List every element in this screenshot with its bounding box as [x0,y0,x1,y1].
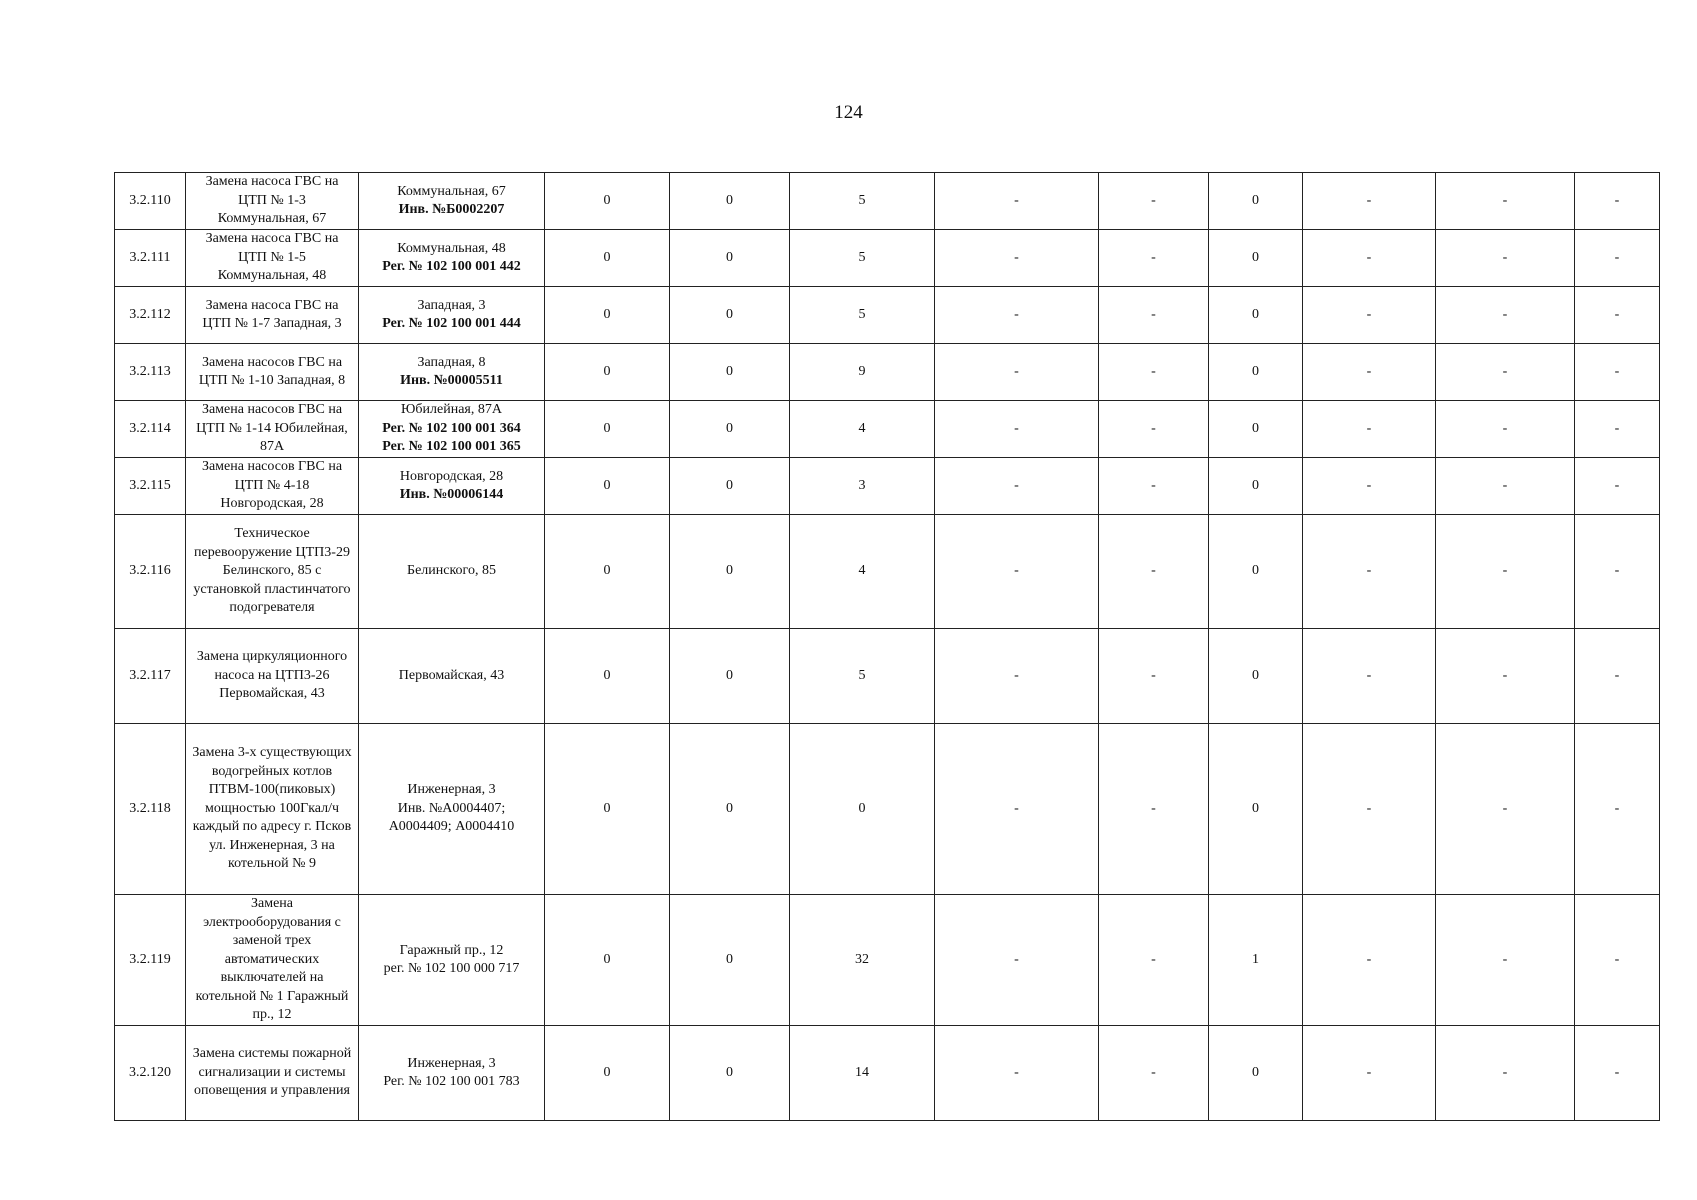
value-cell: - [1575,724,1660,895]
value-cell: - [1575,1026,1660,1121]
value-cell: 0 [1209,401,1303,458]
value-cell: - [1303,629,1436,724]
value-cell: 0 [1209,458,1303,515]
value-cell: - [1575,515,1660,629]
registration-number: Рег. № 102 100 001 783 [383,1074,520,1089]
work-description: Техническое перевооружение ЦТП3-29 Белинского, 85 с установкой пластинчатого подогревателя [186,515,359,629]
registration-number-extra: А0004409; А0004410 [388,819,515,835]
value-cell: 0 [790,724,935,895]
row-number: 3.2.114 [115,401,186,458]
value-cell: 0 [1209,724,1303,895]
value-cell: - [1303,173,1436,230]
value-cell: 0 [545,344,670,401]
registration-number: Инв. №А0004407; [397,800,506,816]
value-cell: - [1575,629,1660,724]
value-cell: - [1303,895,1436,1026]
row-number: 3.2.116 [115,515,186,629]
table-row [115,230,1660,287]
value-cell: 4 [790,401,935,458]
value-cell: 0 [1209,515,1303,629]
registration-number: Рег. № 102 100 001 444 [382,316,521,331]
value-cell: 0 [670,173,790,230]
value-cell: - [1575,458,1660,515]
value-cell: - [1099,230,1209,287]
object-address [359,515,545,629]
row-number: 3.2.118 [115,724,186,895]
object-address [359,401,545,458]
value-cell: 0 [670,515,790,629]
address-line: Инженерная, 3 [407,1055,496,1071]
value-cell: - [935,401,1099,458]
value-cell: - [935,344,1099,401]
registration-number-extra: Рег. № 102 100 001 365 [382,439,521,455]
value-cell: - [1436,287,1575,344]
value-cell: - [1436,515,1575,629]
value-cell: 0 [1209,344,1303,401]
value-cell: - [1436,458,1575,515]
object-address [359,895,545,1026]
object-address [359,230,545,287]
address-line: Новгородская, 28 [399,468,504,484]
work-description: Замена циркуляционного насоса на ЦТП3-26 Первомайская, 43 [186,629,359,724]
value-cell: - [1099,287,1209,344]
value-cell: 0 [545,895,670,1026]
value-cell: 0 [670,230,790,287]
value-cell: 0 [670,724,790,895]
value-cell: - [1575,344,1660,401]
object-address [359,724,545,895]
value-cell: - [935,173,1099,230]
object-address [359,173,545,230]
row-number: 3.2.110 [115,173,186,230]
address-line: Первомайская, 43 [398,667,505,683]
value-cell: - [1099,629,1209,724]
value-cell: - [1303,287,1436,344]
value-cell: - [935,1026,1099,1121]
value-cell: - [1436,629,1575,724]
value-cell: 5 [790,629,935,724]
value-cell: 9 [790,344,935,401]
value-cell: 0 [545,230,670,287]
address-line: Коммунальная, 67 [397,183,506,199]
value-cell: 0 [545,458,670,515]
table-row [115,401,1660,458]
value-cell: - [1575,173,1660,230]
value-cell: 0 [1209,230,1303,287]
value-cell: 0 [670,287,790,344]
object-address [359,1026,545,1121]
value-cell: - [1575,895,1660,1026]
value-cell: - [935,458,1099,515]
value-cell: - [1099,515,1209,629]
value-cell: 0 [1209,173,1303,230]
value-cell: 0 [1209,629,1303,724]
value-cell: - [1436,401,1575,458]
row-number: 3.2.111 [115,230,186,287]
value-cell: 0 [670,895,790,1026]
value-cell: - [1099,1026,1209,1121]
value-cell: - [1436,173,1575,230]
table-row [115,1026,1660,1121]
value-cell: 0 [1209,1026,1303,1121]
investment-table [114,172,1660,1121]
registration-number: рег. № 102 100 000 717 [383,961,520,976]
value-cell: - [935,230,1099,287]
table-row [115,173,1660,230]
value-cell: 5 [790,173,935,230]
table-row [115,344,1660,401]
value-cell: - [935,287,1099,344]
value-cell: 4 [790,515,935,629]
value-cell: - [1099,458,1209,515]
row-number: 3.2.120 [115,1026,186,1121]
table-row [115,515,1660,629]
row-number: 3.2.115 [115,458,186,515]
table-row [115,895,1660,1026]
address-line: Инженерная, 3 [407,782,496,798]
work-description: Замена системы пожарной сигнализации и системы оповещения и управления [186,1026,359,1121]
value-cell: - [1099,173,1209,230]
value-cell: - [1575,287,1660,344]
value-cell: - [1303,724,1436,895]
row-number: 3.2.113 [115,344,186,401]
value-cell: 1 [1209,895,1303,1026]
address-line: Коммунальная, 48 [397,240,506,256]
address-line: Западная, 3 [417,297,486,313]
address-line: Белинского, 85 [407,563,496,579]
work-description: Замена насосов ГВС на ЦТП № 4-18 Новгородская, 28 [186,458,359,515]
registration-number: Инв. №Б0002207 [398,202,505,217]
row-number: 3.2.112 [115,287,186,344]
value-cell: - [1303,401,1436,458]
value-cell: - [1436,230,1575,287]
value-cell: - [935,515,1099,629]
table-row [115,724,1660,895]
address-line: Гаражный пр., 12 [399,942,504,958]
registration-number: Инв. №00005511 [400,373,503,388]
object-address [359,344,545,401]
value-cell: - [1099,401,1209,458]
value-cell: 0 [670,344,790,401]
value-cell: - [1099,895,1209,1026]
work-description: Замена 3-х существующих водогрейных котлов ПТВМ-100(пиковых) мощностью 100Гкал/ч каждый по адресу г. Псков ул. Инженерная, 3 на котельной № 9 [186,724,359,895]
address-line: Западная, 8 [417,354,486,370]
value-cell: 0 [670,458,790,515]
value-cell: 14 [790,1026,935,1121]
value-cell: - [1303,1026,1436,1121]
value-cell: - [935,724,1099,895]
value-cell: - [1575,230,1660,287]
value-cell: 0 [670,1026,790,1121]
value-cell: 5 [790,287,935,344]
table-row [115,287,1660,344]
value-cell: 0 [670,629,790,724]
work-description: Замена насосов ГВС на ЦТП № 1-14 Юбилейная, 87А [186,401,359,458]
value-cell: 32 [790,895,935,1026]
row-number: 3.2.117 [115,629,186,724]
value-cell: - [1303,458,1436,515]
value-cell: - [1436,724,1575,895]
object-address [359,629,545,724]
object-address [359,458,545,515]
table-row [115,458,1660,515]
value-cell: - [935,629,1099,724]
work-description: Замена насоса ГВС на ЦТП № 1-7 Западная, 3 [186,287,359,344]
value-cell: - [1575,401,1660,458]
value-cell: 3 [790,458,935,515]
value-cell: 0 [545,629,670,724]
value-cell: - [1436,1026,1575,1121]
work-description: Замена насоса ГВС на ЦТП № 1-5 Коммунальная, 48 [186,230,359,287]
value-cell: 0 [670,401,790,458]
address-line: Юбилейная, 87А [401,402,502,418]
value-cell: - [1303,515,1436,629]
value-cell: 0 [545,287,670,344]
work-description: Замена насоса ГВС на ЦТП № 1-3 Коммунальная, 67 [186,173,359,230]
registration-number: Рег. № 102 100 001 442 [382,259,521,274]
value-cell: - [1099,724,1209,895]
value-cell: 0 [545,401,670,458]
page-number: 124 [834,102,863,123]
object-address [359,287,545,344]
table-row [115,629,1660,724]
value-cell: 0 [545,173,670,230]
value-cell: 0 [545,724,670,895]
work-description: Замена насосов ГВС на ЦТП № 1-10 Западная, 8 [186,344,359,401]
registration-number: Рег. № 102 100 001 364 [382,420,521,436]
value-cell: - [1303,230,1436,287]
value-cell: 0 [545,515,670,629]
registration-number: Инв. №00006144 [399,487,504,502]
value-cell: 0 [1209,287,1303,344]
row-number: 3.2.119 [115,895,186,1026]
value-cell: - [1303,344,1436,401]
value-cell: - [1099,344,1209,401]
value-cell: 5 [790,230,935,287]
value-cell: - [935,895,1099,1026]
value-cell: - [1436,344,1575,401]
work-description: Замена электрооборудования с заменой трех автоматических выключателей на котельной № 1 Гаражный пр., 12 [186,895,359,1026]
value-cell: 0 [545,1026,670,1121]
value-cell: - [1436,895,1575,1026]
